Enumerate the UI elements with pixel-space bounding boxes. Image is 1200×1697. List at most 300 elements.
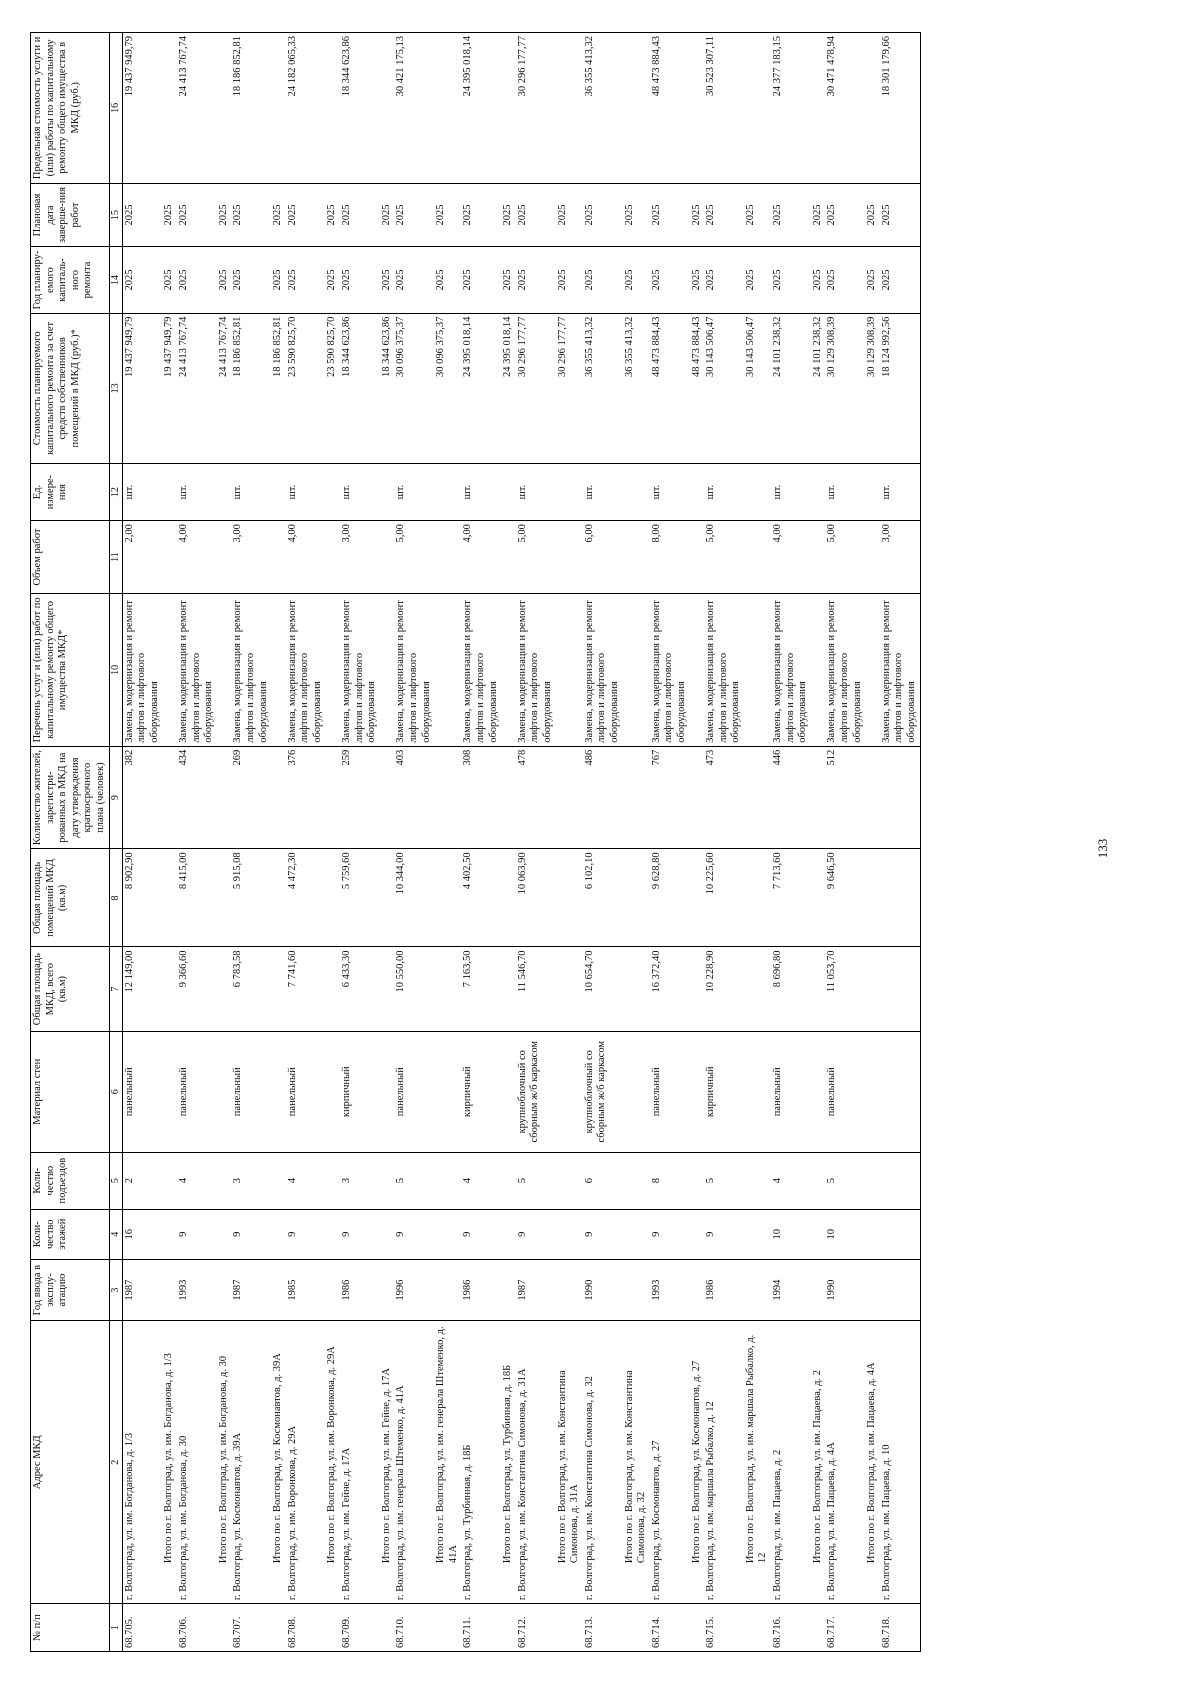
total-label: Итого по г. Волгоград, ул. им. Воронкова, д. 29А [325,1321,340,1604]
cost-cell: 18 186 852,81 [231,313,271,463]
empty-cell [380,1031,395,1152]
column-number: 13 [109,313,122,463]
work-type-cell: Замена, модернизация и ремонт лифтов и лифтового оборудования [231,594,271,747]
address-cell: г. Волгоград, ул. им. маршала Рыбалко, д. 12 [704,1321,744,1604]
total-cost-cell: 19 437 949,79 [162,313,177,463]
total-label: Итого по г. Волгоград, ул. им. Богданова, д. 30 [217,1321,232,1604]
end-year-cell: 2025 [650,183,690,247]
empty-cell [744,746,771,849]
empty-cell [271,33,286,184]
empty-cell [690,1259,705,1321]
area-premises-cell: 4 472,30 [286,849,326,947]
total-plan-year-cell: 2025 [501,247,516,313]
row-number: 68.706. [177,1604,217,1652]
material-cell: кирпичный [461,1031,501,1152]
address-cell: г. Волгоград, ул. им. генерала Штеменко, д. 41А [394,1321,434,1604]
row-number: 68.715. [704,1604,744,1652]
entrances-cell: 5 [825,1152,865,1209]
cost-cell: 30 296 177,77 [516,313,556,463]
address-cell: г. Волгоград, ул. Космонавтов, д. 39А [231,1321,271,1604]
residents-cell: 403 [394,746,434,849]
plan-year-cell: 2025 [286,247,326,313]
total-row [325,33,340,1652]
row-number [811,1604,826,1652]
year-cell: 1987 [122,1259,162,1321]
total-end-year-cell: 2025 [434,183,461,247]
area-total-cell: 6 783,58 [231,947,271,1031]
year-cell: 1986 [340,1259,380,1321]
area-premises-cell [880,849,920,947]
volume-cell: 5,00 [394,521,434,594]
empty-cell [623,594,650,747]
empty-cell [556,746,583,849]
area-premises-cell: 7 713,60 [771,849,811,947]
total-plan-year-cell: 2025 [217,247,232,313]
empty-cell [325,1031,340,1152]
cost-cell: 24 101 238,32 [771,313,811,463]
empty-cell [501,1031,516,1152]
volume-cell: 3,00 [880,521,920,594]
empty-cell [556,521,583,594]
work-type-cell: Замена, модернизация и ремонт лифтов и лифтового оборудования [771,594,811,747]
total-plan-year-cell: 2025 [380,247,395,313]
area-total-cell: 16 372,40 [650,947,690,1031]
plan-year-cell: 2025 [704,247,744,313]
floors-cell: 9 [583,1209,623,1259]
floors-cell: 9 [177,1209,217,1259]
column-number: 4 [109,1209,122,1259]
address-cell: г. Волгоград, ул. им. Воронкова, д. 29А [286,1321,326,1604]
empty-cell [811,1152,826,1209]
empty-cell [744,849,771,947]
unit-cell: шт. [461,464,501,521]
work-type-cell: Замена, модернизация и ремонт лифтов и лифтового оборудования [650,594,690,747]
table-row [771,33,811,1652]
row-number: 68.718. [880,1604,920,1652]
row-number: 68.708. [286,1604,326,1652]
entrances-cell: 4 [771,1152,811,1209]
empty-cell [623,33,650,184]
area-total-cell: 10 228,90 [704,947,744,1031]
material-cell: крупноблочный со сборным ж/б каркасом [516,1031,556,1152]
empty-cell [690,1152,705,1209]
floors-cell: 10 [825,1209,865,1259]
work-type-cell: Замена, модернизация и ремонт лифтов и лифтового оборудования [286,594,326,747]
empty-cell [690,594,705,747]
empty-cell [865,947,880,1031]
cost-cell: 18 344 623,86 [340,313,380,463]
end-year-cell: 2025 [122,183,162,247]
year-cell: 1996 [394,1259,434,1321]
floors-cell: 9 [340,1209,380,1259]
cost-cell: 30 143 506,47 [704,313,744,463]
empty-cell [501,33,516,184]
entrances-cell: 5 [704,1152,744,1209]
total-cost-cell: 30 143 506,47 [744,313,771,463]
empty-cell [690,464,705,521]
volume-cell: 6,00 [583,521,623,594]
limit-cost-cell: 18 344 623,86 [340,33,380,184]
total-plan-year-cell: 2025 [434,247,461,313]
empty-cell [434,746,461,849]
unit-cell: шт. [880,464,920,521]
year-cell: 1985 [286,1259,326,1321]
empty-cell [217,521,232,594]
address-cell: г. Волгоград, ул. Турбинная, д. 18Б [461,1321,501,1604]
total-end-year-cell: 2025 [501,183,516,247]
row-number [380,1604,395,1652]
area-total-cell: 11 053,70 [825,947,865,1031]
material-cell [880,1031,920,1152]
work-type-cell: Замена, модернизация и ремонт лифтов и лифтового оборудования [122,594,162,747]
total-row [690,33,705,1652]
floors-cell [880,1209,920,1259]
empty-cell [162,1152,177,1209]
cost-cell: 24 395 018,14 [461,313,501,463]
cost-cell: 48 473 884,43 [650,313,690,463]
end-year-cell: 2025 [231,183,271,247]
column-header: Коли-чество этажей [31,1209,110,1259]
address-cell: г. Волгоград, ул. Космонавтов, д. 27 [650,1321,690,1604]
empty-cell [434,1031,461,1152]
work-type-cell: Замена, модернизация и ремонт лифтов и лифтового оборудования [583,594,623,747]
plan-year-cell: 2025 [583,247,623,313]
page-number: 133 [1095,838,1110,859]
cost-cell: 36 355 413,32 [583,313,623,463]
empty-cell [325,33,340,184]
limit-cost-cell: 30 471 478,94 [825,33,865,184]
empty-cell [811,464,826,521]
empty-cell [325,521,340,594]
empty-cell [325,849,340,947]
empty-cell [271,849,286,947]
empty-cell [271,947,286,1031]
empty-cell [811,594,826,747]
table-row [704,33,744,1652]
total-cost-cell: 30 096 375,37 [434,313,461,463]
empty-cell [434,1209,461,1259]
material-cell: панельный [650,1031,690,1152]
work-type-cell: Замена, модернизация и ремонт лифтов и лифтового оборудования [394,594,434,747]
empty-cell [217,1152,232,1209]
material-cell: крупноблочный со сборным ж/б каркасом [583,1031,623,1152]
empty-cell [556,947,583,1031]
area-premises-cell: 8 415,00 [177,849,217,947]
empty-cell [744,594,771,747]
end-year-cell: 2025 [583,183,623,247]
empty-cell [811,746,826,849]
total-end-year-cell: 2025 [325,183,340,247]
work-type-cell: Замена, модернизация и ремонт лифтов и лифтового оборудования [516,594,556,747]
address-cell: г. Волгоград, ул. им. Пацаева, д. 4А [825,1321,865,1604]
year-cell: 1986 [461,1259,501,1321]
empty-cell [271,1152,286,1209]
empty-cell [690,947,705,1031]
empty-cell [865,849,880,947]
row-number: 68.712. [516,1604,556,1652]
floors-cell: 9 [286,1209,326,1259]
limit-cost-cell: 18 186 852,81 [231,33,271,184]
empty-cell [271,464,286,521]
area-total-cell [880,947,920,1031]
year-cell: 1993 [177,1259,217,1321]
total-row [217,33,232,1652]
empty-cell [811,947,826,1031]
year-cell: 1990 [583,1259,623,1321]
empty-cell [501,849,516,947]
end-year-cell: 2025 [771,183,811,247]
area-total-cell: 7 163,50 [461,947,501,1031]
empty-cell [380,521,395,594]
total-cost-cell: 30 296 177,77 [556,313,583,463]
area-total-cell: 11 546,70 [516,947,556,1031]
residents-cell: 434 [177,746,217,849]
total-end-year-cell: 2025 [811,183,826,247]
column-number: 12 [109,464,122,521]
empty-cell [162,594,177,747]
total-plan-year-cell: 2025 [271,247,286,313]
total-plan-year-cell: 2025 [623,247,650,313]
column-header: Ед. измере-ния [31,464,110,521]
empty-cell [623,947,650,1031]
limit-cost-cell: 19 437 949,79 [122,33,162,184]
empty-cell [744,1259,771,1321]
row-number: 68.705. [122,1604,162,1652]
area-total-cell: 9 366,60 [177,947,217,1031]
empty-cell [271,1259,286,1321]
area-total-cell: 12 149,00 [122,947,162,1031]
unit-cell: шт. [650,464,690,521]
empty-cell [556,849,583,947]
empty-cell [271,521,286,594]
total-end-year-cell: 2025 [556,183,583,247]
residents-cell [880,746,920,849]
table-body [122,33,920,1652]
column-header: Общая площадь МКД, всего (кв.м) [31,947,110,1031]
row-number: 68.714. [650,1604,690,1652]
cost-cell: 24 413 767,74 [177,313,217,463]
column-number: 16 [109,33,122,184]
row-number: 68.716. [771,1604,811,1652]
column-header: Адрес МКД [31,1321,110,1604]
row-number [271,1604,286,1652]
cost-cell: 23 590 825,70 [286,313,326,463]
empty-cell [623,1031,650,1152]
empty-cell [501,947,516,1031]
total-row [434,33,461,1652]
total-end-year-cell: 2025 [271,183,286,247]
area-total-cell: 6 433,30 [340,947,380,1031]
column-number: 15 [109,183,122,247]
total-label: Итого по г. Волгоград, ул. им. Пацаева, д. 4А [865,1321,880,1604]
column-number: 14 [109,247,122,313]
total-cost-cell: 24 395 018,14 [501,313,516,463]
work-type-cell: Замена, модернизация и ремонт лифтов и лифтового оборудования [880,594,920,747]
empty-cell [434,33,461,184]
year-cell: 1986 [704,1259,744,1321]
unit-cell: шт. [771,464,811,521]
floors-cell: 9 [704,1209,744,1259]
year-cell: 1994 [771,1259,811,1321]
floors-cell: 9 [461,1209,501,1259]
empty-cell [271,1209,286,1259]
limit-cost-cell: 24 413 767,74 [177,33,217,184]
empty-cell [690,1209,705,1259]
area-premises-cell: 10 225,60 [704,849,744,947]
empty-cell [217,1259,232,1321]
empty-cell [556,1031,583,1152]
empty-cell [380,33,395,184]
row-number [556,1604,583,1652]
plan-year-cell: 2025 [340,247,380,313]
empty-cell [811,33,826,184]
column-number: 11 [109,521,122,594]
column-number: 8 [109,849,122,947]
empty-cell [217,33,232,184]
empty-cell [501,464,516,521]
row-number [434,1604,461,1652]
year-cell: 1987 [516,1259,556,1321]
total-row [556,33,583,1652]
empty-cell [690,1031,705,1152]
empty-cell [217,594,232,747]
material-cell: панельный [177,1031,217,1152]
total-label: Итого по г. Волгоград, ул. им. генерала Штеменко, д. 41А [434,1321,461,1604]
total-label: Итого по г. Волгоград, ул. им. Константина Симонова, д. 31А [556,1321,583,1604]
end-year-cell: 2025 [825,183,865,247]
plan-year-cell: 2025 [394,247,434,313]
plan-year-cell: 2025 [461,247,501,313]
row-number [162,1604,177,1652]
total-row [271,33,286,1652]
total-label: Итого по г. Волгоград, ул. им. маршала Рыбалко, д. 12 [744,1321,771,1604]
empty-cell [162,1031,177,1152]
unit-cell: шт. [704,464,744,521]
address-cell: г. Волгоград, ул. им. Богданова, д. 1/3 [122,1321,162,1604]
area-premises-cell: 9 628,80 [650,849,690,947]
empty-cell [162,1209,177,1259]
area-total-cell: 10 550,00 [394,947,434,1031]
column-number: 7 [109,947,122,1031]
total-cost-cell: 23 590 825,70 [325,313,340,463]
empty-cell [690,33,705,184]
total-row [623,33,650,1652]
floors-cell: 16 [122,1209,162,1259]
total-label: Итого по г. Волгоград, ул. Космонавтов, д. 27 [690,1321,705,1604]
empty-cell [744,33,771,184]
table-row [177,33,217,1652]
empty-cell [325,594,340,747]
empty-cell [690,849,705,947]
residents-cell: 269 [231,746,271,849]
empty-cell [380,746,395,849]
floors-cell: 9 [650,1209,690,1259]
empty-cell [811,1259,826,1321]
residents-cell: 446 [771,746,811,849]
total-end-year-cell: 2025 [162,183,177,247]
area-total-cell: 10 654,70 [583,947,623,1031]
limit-cost-cell: 30 421 175,13 [394,33,434,184]
row-number [325,1604,340,1652]
material-cell: панельный [122,1031,162,1152]
empty-cell [744,1031,771,1152]
table-row [880,33,920,1652]
empty-cell [217,464,232,521]
column-number: 2 [109,1321,122,1604]
entrances-cell: 4 [286,1152,326,1209]
total-end-year-cell: 2025 [217,183,232,247]
floors-cell: 10 [771,1209,811,1259]
empty-cell [623,849,650,947]
volume-cell: 5,00 [516,521,556,594]
total-plan-year-cell: 2025 [865,247,880,313]
volume-cell: 4,00 [177,521,217,594]
unit-cell: шт. [231,464,271,521]
residents-cell: 376 [286,746,326,849]
end-year-cell: 2025 [461,183,501,247]
row-number [217,1604,232,1652]
column-header: Перечень услуг и (или) работ по капитальному ремонту общего имущества МКД* [31,594,110,747]
empty-cell [623,1259,650,1321]
empty-cell [623,1209,650,1259]
empty-cell [623,746,650,849]
cost-cell: 30 129 308,39 [825,313,865,463]
address-cell: г. Волгоград, ул. им. Пацаева, д. 10 [880,1321,920,1604]
entrances-cell: 2 [122,1152,162,1209]
plan-year-cell: 2025 [516,247,556,313]
empty-cell [162,947,177,1031]
limit-cost-cell: 30 523 307,11 [704,33,744,184]
table-row [340,33,380,1652]
area-premises-cell: 9 646,50 [825,849,865,947]
total-label: Итого по г. Волгоград, ул. Космонавтов, д. 39А [271,1321,286,1604]
volume-cell: 4,00 [771,521,811,594]
table-row [583,33,623,1652]
row-number [865,1604,880,1652]
row-number [623,1604,650,1652]
empty-cell [217,746,232,849]
empty-cell [217,1031,232,1152]
column-number: 9 [109,746,122,849]
empty-cell [556,1209,583,1259]
total-row [744,33,771,1652]
total-end-year-cell: 2025 [865,183,880,247]
plan-year-cell: 2025 [231,247,271,313]
residents-cell: 308 [461,746,501,849]
residents-cell: 478 [516,746,556,849]
volume-cell: 3,00 [231,521,271,594]
empty-cell [811,1031,826,1152]
total-cost-cell: 24 101 238,32 [811,313,826,463]
area-total-cell: 7 741,60 [286,947,326,1031]
total-plan-year-cell: 2025 [325,247,340,313]
total-row [162,33,177,1652]
empty-cell [556,1259,583,1321]
end-year-cell: 2025 [177,183,217,247]
entrances-cell: 8 [650,1152,690,1209]
empty-cell [865,33,880,184]
empty-cell [744,521,771,594]
residents-cell: 473 [704,746,744,849]
table-row [825,33,865,1652]
volume-cell: 5,00 [825,521,865,594]
year-cell [880,1259,920,1321]
column-number: 5 [109,1152,122,1209]
empty-cell [217,947,232,1031]
empty-cell [380,849,395,947]
plan-year-cell: 2025 [825,247,865,313]
volume-cell: 4,00 [286,521,326,594]
